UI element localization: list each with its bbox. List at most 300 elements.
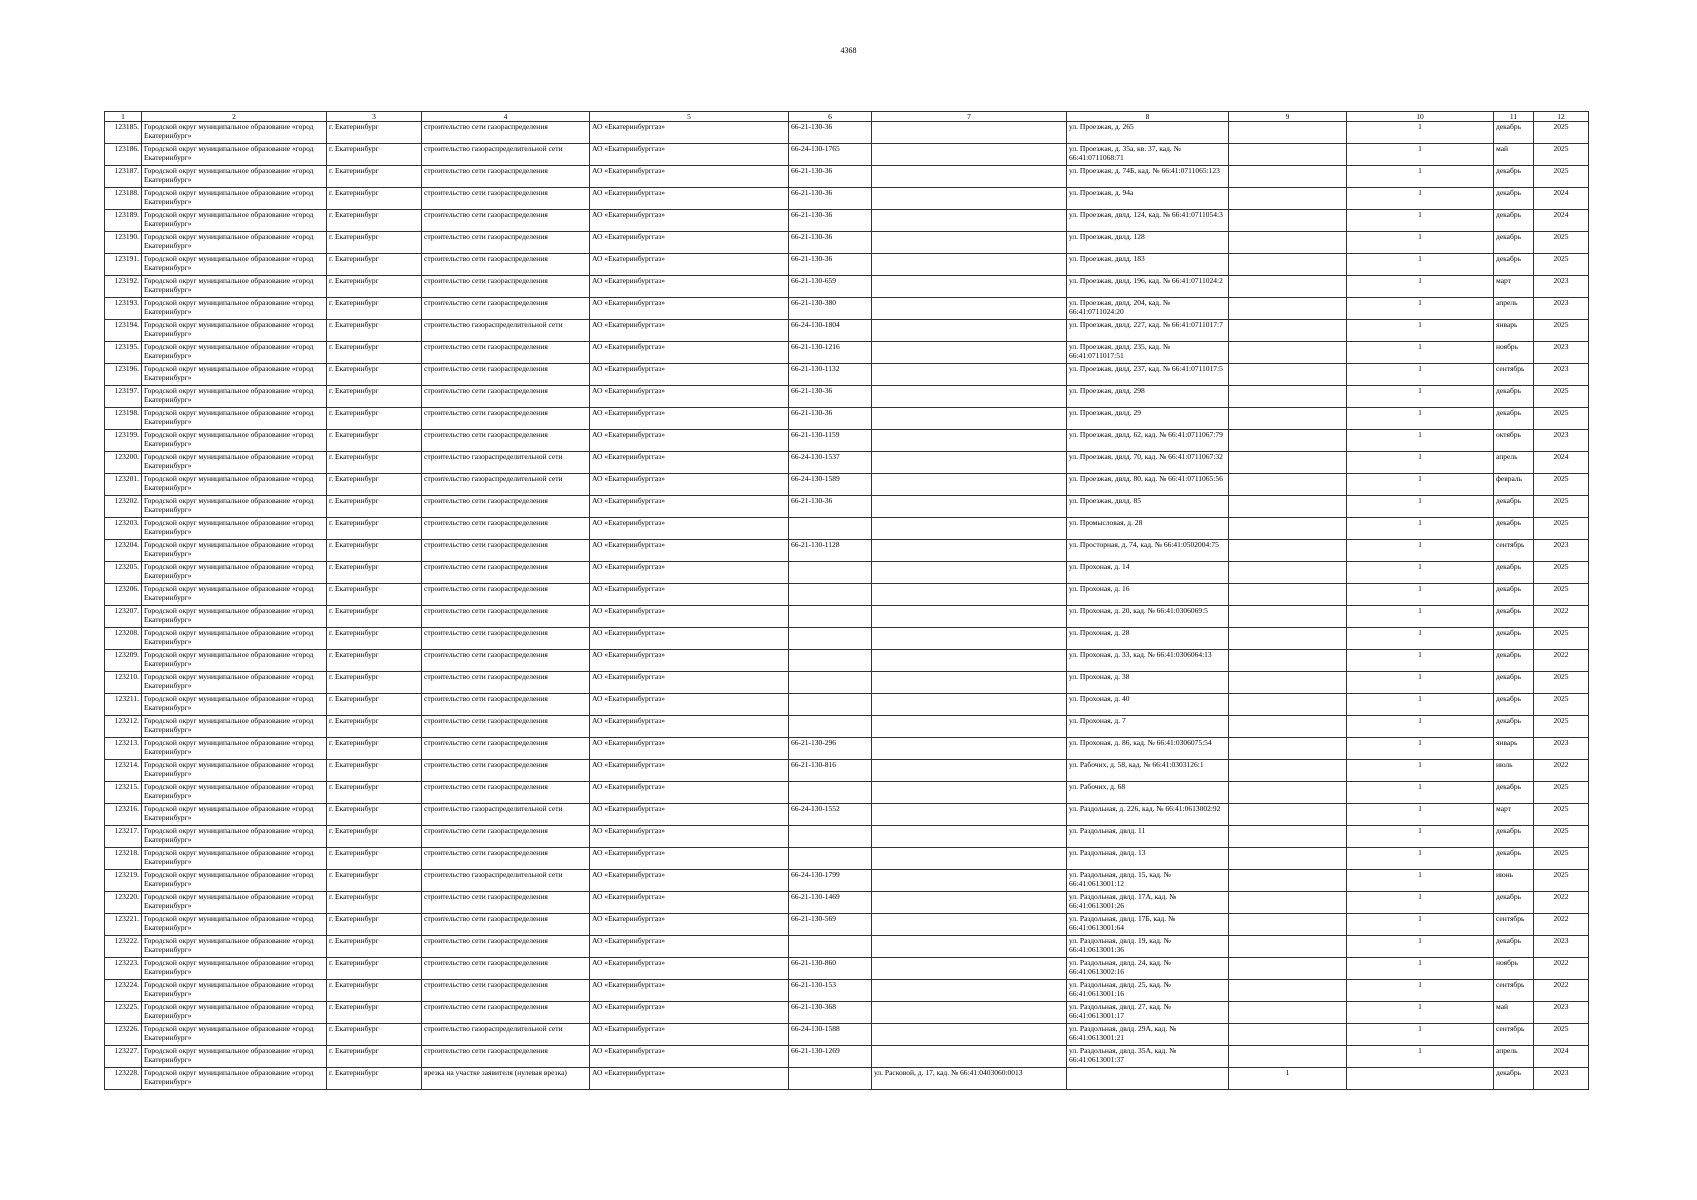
table-cell-c6: 66-21-130-296 <box>789 738 872 760</box>
table-cell-c2: Городской округ муниципальное образование «город Екатеринбург» <box>142 408 327 430</box>
table-row <box>105 1068 1589 1090</box>
table-cell-c1: 123190. <box>105 232 142 254</box>
table-cell-c3: г. Екатеринбург <box>327 606 422 628</box>
table-cell-c11: март <box>1494 276 1534 298</box>
table-cell-c4: строительство сети газораспределения <box>422 1002 590 1024</box>
table-cell-c11: декабрь <box>1494 826 1534 848</box>
table-cell-c1: 123189. <box>105 210 142 232</box>
table-cell-c5: АО «Екатеринбурггаз» <box>590 980 789 1002</box>
table-row <box>105 672 1589 694</box>
table-cell-c5: АО «Екатеринбурггаз» <box>590 430 789 452</box>
table-cell-c11: декабрь <box>1494 848 1534 870</box>
table-cell-c6: 66-21-130-36 <box>789 188 872 210</box>
table-cell-c5: АО «Екатеринбурггаз» <box>590 364 789 386</box>
table-row <box>105 782 1589 804</box>
column-header-5: 5 <box>590 112 789 122</box>
table-cell-c4: строительство сети газораспределения <box>422 408 590 430</box>
table-row <box>105 210 1589 232</box>
table-cell-c4: строительство газораспределительной сети <box>422 144 590 166</box>
table-cell-c5: АО «Екатеринбурггаз» <box>590 122 789 144</box>
table-cell-c7 <box>872 122 1067 144</box>
table-cell-c1: 123187. <box>105 166 142 188</box>
table-cell-c4: строительство сети газораспределения <box>422 430 590 452</box>
table-cell-c1: 123210. <box>105 672 142 694</box>
table-cell-c10: 1 <box>1347 474 1494 496</box>
table-cell-c6 <box>789 694 872 716</box>
table-cell-c3: г. Екатеринбург <box>327 892 422 914</box>
table-cell-c8: ул. Раздольная, двлд. 35А, кад. № 66:41:0613001:37 <box>1067 1046 1229 1068</box>
table-cell-c4: строительство газораспределительной сети <box>422 1024 590 1046</box>
table-cell-c2: Городской округ муниципальное образование «город Екатеринбург» <box>142 606 327 628</box>
table-cell-c10: 1 <box>1347 848 1494 870</box>
table-cell-c7 <box>872 276 1067 298</box>
table-cell-c11: декабрь <box>1494 606 1534 628</box>
table-cell-c2: Городской округ муниципальное образование «город Екатеринбург» <box>142 826 327 848</box>
table-cell-c11: декабрь <box>1494 188 1534 210</box>
table-cell-c3: г. Екатеринбург <box>327 298 422 320</box>
table-cell-c7 <box>872 540 1067 562</box>
table-cell-c12: 2022 <box>1534 650 1589 672</box>
table-row <box>105 408 1589 430</box>
table-cell-c1: 123198. <box>105 408 142 430</box>
table-cell-c11: декабрь <box>1494 386 1534 408</box>
table-cell-c5: АО «Екатеринбурггаз» <box>590 452 789 474</box>
table-cell-c7 <box>872 848 1067 870</box>
table-cell-c2: Городской округ муниципальное образование «город Екатеринбург» <box>142 364 327 386</box>
table-cell-c1: 123220. <box>105 892 142 914</box>
table-cell-c2: Городской округ муниципальное образование «город Екатеринбург» <box>142 914 327 936</box>
table-cell-c7 <box>872 452 1067 474</box>
table-cell-c7 <box>872 408 1067 430</box>
table-cell-c9 <box>1229 298 1347 320</box>
table-cell-c3: г. Екатеринбург <box>327 166 422 188</box>
table-cell-c7 <box>872 298 1067 320</box>
table-cell-c2: Городской округ муниципальное образование «город Екатеринбург» <box>142 188 327 210</box>
table-cell-c12: 2024 <box>1534 1046 1589 1068</box>
table-cell-c9 <box>1229 430 1347 452</box>
table-cell-c6 <box>789 848 872 870</box>
table-cell-c9 <box>1229 408 1347 430</box>
table-cell-c7 <box>872 914 1067 936</box>
table-cell-c9 <box>1229 122 1347 144</box>
table-row <box>105 364 1589 386</box>
table-cell-c6: 66-21-130-1269 <box>789 1046 872 1068</box>
table-cell-c4: строительство газораспределительной сети <box>422 474 590 496</box>
table-cell-c8 <box>1067 1068 1229 1090</box>
table-cell-c5: АО «Екатеринбурггаз» <box>590 1046 789 1068</box>
table-cell-c3: г. Екатеринбург <box>327 144 422 166</box>
table-cell-c11: декабрь <box>1494 672 1534 694</box>
table-cell-c8: ул. Прохоная, д. 40 <box>1067 694 1229 716</box>
table-cell-c3: г. Екатеринбург <box>327 980 422 1002</box>
table-cell-c6 <box>789 650 872 672</box>
table-cell-c2: Городской округ муниципальное образование «город Екатеринбург» <box>142 1046 327 1068</box>
table-cell-c5: АО «Екатеринбурггаз» <box>590 936 789 958</box>
table-cell-c6: 66-21-130-36 <box>789 232 872 254</box>
table-cell-c9 <box>1229 386 1347 408</box>
table-cell-c9 <box>1229 804 1347 826</box>
table-cell-c4: строительство сети газораспределения <box>422 980 590 1002</box>
table-cell-c2: Городской округ муниципальное образование «город Екатеринбург» <box>142 848 327 870</box>
table-cell-c6 <box>789 606 872 628</box>
table-cell-c1: 123216. <box>105 804 142 826</box>
table-cell-c3: г. Екатеринбург <box>327 848 422 870</box>
table-cell-c8: ул. Просторная, д. 74, кад. № 66:41:0502004:75 <box>1067 540 1229 562</box>
table-cell-c9 <box>1229 760 1347 782</box>
table-row <box>105 122 1589 144</box>
table-cell-c3: г. Екатеринбург <box>327 320 422 342</box>
table-cell-c3: г. Екатеринбург <box>327 1068 422 1090</box>
table-cell-c10 <box>1347 1068 1494 1090</box>
table-cell-c8: ул. Проезжая, двлд. 227, кад. № 66:41:0711017:7 <box>1067 320 1229 342</box>
table-cell-c8: ул. Проезжая, двлд. 29 <box>1067 408 1229 430</box>
table-cell-c7 <box>872 232 1067 254</box>
table-cell-c4: строительство сети газораспределения <box>422 122 590 144</box>
table-cell-c12: 2022 <box>1534 914 1589 936</box>
table-cell-c11: апрель <box>1494 298 1534 320</box>
table-cell-c3: г. Екатеринбург <box>327 342 422 364</box>
table-cell-c4: строительство сети газораспределения <box>422 518 590 540</box>
table-cell-c6: 66-24-130-1588 <box>789 1024 872 1046</box>
table-cell-c2: Городской округ муниципальное образование «город Екатеринбург» <box>142 980 327 1002</box>
table-cell-c5: АО «Екатеринбурггаз» <box>590 320 789 342</box>
table-cell-c6: 66-21-130-153 <box>789 980 872 1002</box>
table-cell-c8: ул. Проезжая, двлд. 196, кад. № 66:41:0711024:2 <box>1067 276 1229 298</box>
table-cell-c3: г. Екатеринбург <box>327 562 422 584</box>
table-cell-c6 <box>789 1068 872 1090</box>
table-cell-c4: строительство сети газораспределения <box>422 166 590 188</box>
table-cell-c3: г. Екатеринбург <box>327 386 422 408</box>
table-row <box>105 980 1589 1002</box>
table-cell-c10: 1 <box>1347 166 1494 188</box>
table-cell-c11: декабрь <box>1494 584 1534 606</box>
table-cell-c12: 2025 <box>1534 166 1589 188</box>
table-row <box>105 936 1589 958</box>
table-cell-c8: ул. Прохоная, д. 33, кад. № 66:41:0306064:13 <box>1067 650 1229 672</box>
table-cell-c6: 66-21-130-1128 <box>789 540 872 562</box>
table-cell-c1: 123207. <box>105 606 142 628</box>
table-cell-c6 <box>789 936 872 958</box>
table-cell-c8: ул. Раздольная, двлд. 17А, кад. № 66:41:0613001:26 <box>1067 892 1229 914</box>
table-cell-c7 <box>872 144 1067 166</box>
table-cell-c2: Городской округ муниципальное образование «город Екатеринбург» <box>142 672 327 694</box>
table-cell-c3: г. Екатеринбург <box>327 694 422 716</box>
table-cell-c11: декабрь <box>1494 782 1534 804</box>
table-cell-c5: АО «Екатеринбурггаз» <box>590 188 789 210</box>
table-row <box>105 518 1589 540</box>
table-cell-c7 <box>872 320 1067 342</box>
table-cell-c4: строительство сети газораспределения <box>422 364 590 386</box>
table-cell-c9 <box>1229 716 1347 738</box>
table-cell-c11: октябрь <box>1494 430 1534 452</box>
table-cell-c12: 2023 <box>1534 298 1589 320</box>
table-cell-c2: Городской округ муниципальное образование «город Екатеринбург» <box>142 232 327 254</box>
table-cell-c2: Городской округ муниципальное образование «город Екатеринбург» <box>142 562 327 584</box>
table-cell-c8: ул. Проезжая, д. 94а <box>1067 188 1229 210</box>
table-cell-c9 <box>1229 1002 1347 1024</box>
table-cell-c2: Городской округ муниципальное образование «город Екатеринбург» <box>142 386 327 408</box>
table-cell-c7 <box>872 716 1067 738</box>
table-cell-c1: 123205. <box>105 562 142 584</box>
table-cell-c7 <box>872 1002 1067 1024</box>
table-cell-c10: 1 <box>1347 804 1494 826</box>
table-cell-c2: Городской округ муниципальное образование «город Екатеринбург» <box>142 276 327 298</box>
table-cell-c3: г. Екатеринбург <box>327 188 422 210</box>
table-cell-c5: АО «Екатеринбурггаз» <box>590 1068 789 1090</box>
column-header-12: 12 <box>1534 112 1589 122</box>
table-row <box>105 474 1589 496</box>
table-cell-c5: АО «Екатеринбурггаз» <box>590 254 789 276</box>
table-cell-c9 <box>1229 892 1347 914</box>
table-cell-c8: ул. Промысловая, д. 28 <box>1067 518 1229 540</box>
table-cell-c3: г. Екатеринбург <box>327 672 422 694</box>
table-cell-c8: ул. Прохоная, д. 86, кад. № 66:41:0306075:54 <box>1067 738 1229 760</box>
table-cell-c2: Городской округ муниципальное образование «город Екатеринбург» <box>142 760 327 782</box>
table-cell-c4: строительство сети газораспределения <box>422 694 590 716</box>
table-row <box>105 562 1589 584</box>
table-cell-c5: АО «Екатеринбурггаз» <box>590 782 789 804</box>
table-cell-c2: Городской округ муниципальное образование «город Екатеринбург» <box>142 650 327 672</box>
table-cell-c10: 1 <box>1347 694 1494 716</box>
table-cell-c4: строительство сети газораспределения <box>422 342 590 364</box>
table-cell-c8: ул. Проезжая, двлд. 85 <box>1067 496 1229 518</box>
table-cell-c9 <box>1229 606 1347 628</box>
table-cell-c12: 2022 <box>1534 606 1589 628</box>
table-cell-c7 <box>872 804 1067 826</box>
table-cell-c8: ул. Проезжая, двлд. 298 <box>1067 386 1229 408</box>
table-cell-c8: ул. Проезжая, д. 265 <box>1067 122 1229 144</box>
table-cell-c7 <box>872 782 1067 804</box>
table-cell-c7 <box>872 936 1067 958</box>
table-cell-c5: АО «Екатеринбурггаз» <box>590 474 789 496</box>
table-cell-c12: 2025 <box>1534 474 1589 496</box>
table-cell-c7 <box>872 386 1067 408</box>
table-row <box>105 1024 1589 1046</box>
table-cell-c12: 2025 <box>1534 254 1589 276</box>
table-cell-c9 <box>1229 672 1347 694</box>
table-cell-c11: апрель <box>1494 1046 1534 1068</box>
table-cell-c3: г. Екатеринбург <box>327 1024 422 1046</box>
table-cell-c12: 2025 <box>1534 584 1589 606</box>
table-cell-c11: май <box>1494 144 1534 166</box>
table-cell-c4: строительство сети газораспределения <box>422 562 590 584</box>
table-row <box>105 276 1589 298</box>
table-cell-c11: декабрь <box>1494 408 1534 430</box>
table-cell-c3: г. Екатеринбург <box>327 650 422 672</box>
table-cell-c7 <box>872 474 1067 496</box>
table-cell-c7 <box>872 738 1067 760</box>
table-cell-c2: Городской округ муниципальное образование «город Екатеринбург» <box>142 716 327 738</box>
table-cell-c11: декабрь <box>1494 694 1534 716</box>
table-cell-c5: АО «Екатеринбурггаз» <box>590 540 789 562</box>
table-cell-c7 <box>872 958 1067 980</box>
column-header-8: 8 <box>1067 112 1229 122</box>
table-row <box>105 144 1589 166</box>
table-cell-c6 <box>789 716 872 738</box>
table-cell-c5: АО «Екатеринбурггаз» <box>590 738 789 760</box>
table-cell-c2: Городской округ муниципальное образование «город Екатеринбург» <box>142 1002 327 1024</box>
table-cell-c3: г. Екатеринбург <box>327 716 422 738</box>
table-cell-c11: ноябрь <box>1494 958 1534 980</box>
table-cell-c1: 123211. <box>105 694 142 716</box>
table-cell-c2: Городской округ муниципальное образование «город Екатеринбург» <box>142 166 327 188</box>
table-row <box>105 738 1589 760</box>
table-cell-c1: 123199. <box>105 430 142 452</box>
table-cell-c11: декабрь <box>1494 122 1534 144</box>
table-cell-c9 <box>1229 320 1347 342</box>
table-cell-c12: 2025 <box>1534 144 1589 166</box>
table-cell-c3: г. Екатеринбург <box>327 804 422 826</box>
table-cell-c12: 2023 <box>1534 342 1589 364</box>
table-cell-c11: сентябрь <box>1494 1024 1534 1046</box>
table-cell-c8: ул. Проезжая, двлд. 62, кад. № 66:41:0711067:79 <box>1067 430 1229 452</box>
table-cell-c9 <box>1229 342 1347 364</box>
table-cell-c12: 2025 <box>1534 1024 1589 1046</box>
table-cell-c8: ул. Прохоная, д. 14 <box>1067 562 1229 584</box>
table-cell-c10: 1 <box>1347 232 1494 254</box>
table-cell-c4: строительство сети газораспределения <box>422 606 590 628</box>
table-cell-c9 <box>1229 738 1347 760</box>
table-cell-c3: г. Екатеринбург <box>327 430 422 452</box>
table-cell-c2: Городской округ муниципальное образование «город Екатеринбург» <box>142 474 327 496</box>
table-cell-c6: 66-21-130-36 <box>789 254 872 276</box>
table-cell-c4: строительство сети газораспределения <box>422 892 590 914</box>
table-cell-c6: 66-24-130-1537 <box>789 452 872 474</box>
table-cell-c3: г. Екатеринбург <box>327 584 422 606</box>
table-cell-c7 <box>872 364 1067 386</box>
table-cell-c10: 1 <box>1347 738 1494 760</box>
table-cell-c10: 1 <box>1347 628 1494 650</box>
table-cell-c5: АО «Екатеринбурггаз» <box>590 804 789 826</box>
table-row <box>105 584 1589 606</box>
table-cell-c2: Городской округ муниципальное образование «город Екатеринбург» <box>142 694 327 716</box>
table-cell-c4: строительство сети газораспределения <box>422 738 590 760</box>
table-cell-c5: АО «Екатеринбурггаз» <box>590 892 789 914</box>
table-cell-c1: 123192. <box>105 276 142 298</box>
table-cell-c10: 1 <box>1347 210 1494 232</box>
table-cell-c3: г. Екатеринбург <box>327 914 422 936</box>
table-cell-c3: г. Екатеринбург <box>327 408 422 430</box>
table-cell-c9 <box>1229 188 1347 210</box>
table-cell-c1: 123186. <box>105 144 142 166</box>
table-cell-c2: Городской округ муниципальное образование «город Екатеринбург» <box>142 1024 327 1046</box>
table-cell-c9 <box>1229 980 1347 1002</box>
table-cell-c9 <box>1229 1024 1347 1046</box>
column-header-3: 3 <box>327 112 422 122</box>
table-cell-c8: ул. Раздольная, двлд. 19, кад. № 66:41:0613001:36 <box>1067 936 1229 958</box>
table-cell-c6: 66-21-130-36 <box>789 496 872 518</box>
table-cell-c2: Городской округ муниципальное образование «город Екатеринбург» <box>142 518 327 540</box>
table-cell-c3: г. Екатеринбург <box>327 364 422 386</box>
table-cell-c4: строительство сети газораспределения <box>422 936 590 958</box>
header-row <box>105 112 1589 122</box>
table-cell-c1: 123193. <box>105 298 142 320</box>
table-cell-c1: 123202. <box>105 496 142 518</box>
table-cell-c7 <box>872 342 1067 364</box>
table-cell-c12: 2025 <box>1534 848 1589 870</box>
table-cell-c5: АО «Екатеринбурггаз» <box>590 144 789 166</box>
table-cell-c4: строительство сети газораспределения <box>422 716 590 738</box>
table-cell-c10: 1 <box>1347 144 1494 166</box>
table-cell-c1: 123209. <box>105 650 142 672</box>
table-cell-c5: АО «Екатеринбурггаз» <box>590 716 789 738</box>
table-cell-c4: строительство сети газораспределения <box>422 298 590 320</box>
table-cell-c11: декабрь <box>1494 892 1534 914</box>
table-cell-c10: 1 <box>1347 958 1494 980</box>
table-cell-c10: 1 <box>1347 1046 1494 1068</box>
column-header-1: 1 <box>105 112 142 122</box>
table-cell-c2: Городской округ муниципальное образование «город Екатеринбург» <box>142 738 327 760</box>
table-cell-c4: строительство газораспределительной сети <box>422 870 590 892</box>
table-cell-c12: 2025 <box>1534 320 1589 342</box>
table-cell-c10: 1 <box>1347 364 1494 386</box>
table-cell-c5: АО «Екатеринбурггаз» <box>590 914 789 936</box>
table-cell-c4: строительство газораспределительной сети <box>422 804 590 826</box>
table-cell-c2: Городской округ муниципальное образование «город Екатеринбург» <box>142 496 327 518</box>
table-cell-c10: 1 <box>1347 188 1494 210</box>
table-cell-c6 <box>789 584 872 606</box>
table-cell-c12: 2025 <box>1534 122 1589 144</box>
table-cell-c6 <box>789 826 872 848</box>
table-cell-c7 <box>872 672 1067 694</box>
table-cell-c1: 123204. <box>105 540 142 562</box>
table-cell-c8: ул. Раздольная, двлд. 17Б, кад. № 66:41:0613001:64 <box>1067 914 1229 936</box>
table-cell-c11: апрель <box>1494 452 1534 474</box>
table-cell-c10: 1 <box>1347 980 1494 1002</box>
table-cell-c7 <box>872 628 1067 650</box>
table-cell-c10: 1 <box>1347 496 1494 518</box>
table-cell-c6: 66-21-130-1216 <box>789 342 872 364</box>
table-cell-c6: 66-21-130-816 <box>789 760 872 782</box>
table-cell-c6 <box>789 518 872 540</box>
table-cell-c4: строительство газораспределительной сети <box>422 452 590 474</box>
table-cell-c3: г. Екатеринбург <box>327 1046 422 1068</box>
table-cell-c8: ул. Проезжая, двлд. 70, кад. № 66:41:0711067:32 <box>1067 452 1229 474</box>
table-cell-c12: 2025 <box>1534 870 1589 892</box>
table-row <box>105 760 1589 782</box>
table-cell-c6 <box>789 562 872 584</box>
table-cell-c10: 1 <box>1347 254 1494 276</box>
table-cell-c10: 1 <box>1347 122 1494 144</box>
table-cell-c12: 2025 <box>1534 694 1589 716</box>
table-cell-c12: 2023 <box>1534 1068 1589 1090</box>
table-cell-c12: 2025 <box>1534 804 1589 826</box>
table-cell-c10: 1 <box>1347 716 1494 738</box>
table-cell-c6: 66-24-130-1552 <box>789 804 872 826</box>
table-row <box>105 298 1589 320</box>
table-cell-c7 <box>872 892 1067 914</box>
table-row <box>105 628 1589 650</box>
table-cell-c8: ул. Раздольная, д. 226, кад. № 66:41:0613002:92 <box>1067 804 1229 826</box>
table-cell-c3: г. Екатеринбург <box>327 870 422 892</box>
table-cell-c12: 2025 <box>1534 232 1589 254</box>
table-cell-c2: Городской округ муниципальное образование «город Екатеринбург» <box>142 1068 327 1090</box>
table-cell-c10: 1 <box>1347 540 1494 562</box>
table-cell-c8: ул. Раздольная, двлд. 11 <box>1067 826 1229 848</box>
table-cell-c2: Городской округ муниципальное образование «город Екатеринбург» <box>142 452 327 474</box>
table-cell-c6: 66-21-130-36 <box>789 386 872 408</box>
table-cell-c10: 1 <box>1347 562 1494 584</box>
table-cell-c12: 2025 <box>1534 518 1589 540</box>
table-cell-c1: 123224. <box>105 980 142 1002</box>
table-cell-c4: строительство сети газораспределения <box>422 276 590 298</box>
table-cell-c7 <box>872 518 1067 540</box>
table-cell-c4: строительство сети газораспределения <box>422 540 590 562</box>
table-cell-c11: декабрь <box>1494 628 1534 650</box>
table-cell-c1: 123196. <box>105 364 142 386</box>
table-row <box>105 870 1589 892</box>
table-cell-c1: 123219. <box>105 870 142 892</box>
